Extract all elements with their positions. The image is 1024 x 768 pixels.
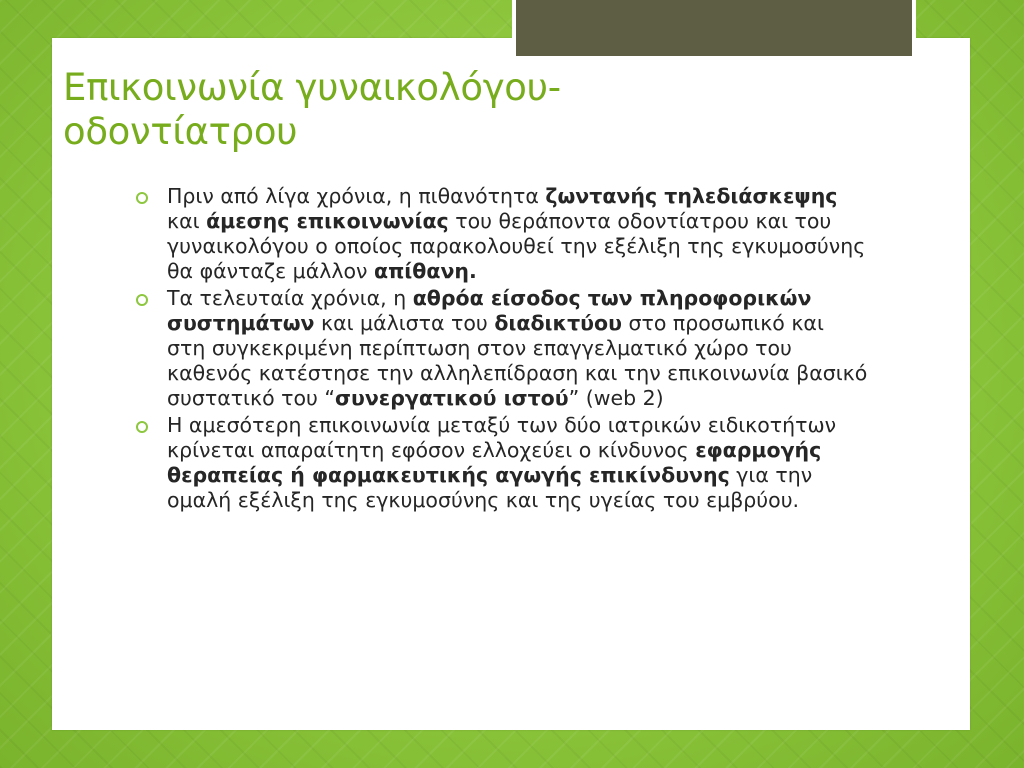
bullet-list [133, 184, 868, 515]
bullet-bold-segment: διαδικτύου [494, 311, 622, 335]
bullet-text [167, 184, 865, 283]
bullet-text-segment: στο προσωπικό και στη συγκεκριμένη περίπτωση στον επαγγελματικό χώρο του καθενός κατέστησε την αλληλεπίδραση και την επικοινωνία βασικό συστατικό του “ [167, 311, 868, 410]
bullet-bold-segment: συνεργατικού ιστού [335, 386, 569, 410]
bullet-text-segment: του θεράποντα οδοντίατρου και του γυναικολόγου ο οποίος παρακολουθεί την εξέλιξη της εγκυμοσύνης θα φάνταζε μάλλον [167, 209, 866, 283]
bullet-text-segment: Τα τελευταία χρόνια, η [167, 286, 413, 310]
bullet-item-3 [133, 413, 868, 513]
bullet-text-segment: Πριν από λίγα χρόνια, η πιθανότητα [167, 184, 546, 208]
bullet-text-segment: και [167, 209, 207, 233]
bullet-item-2 [133, 286, 868, 411]
hollow-circle-bullet-icon [136, 421, 148, 433]
hollow-circle-bullet-icon [136, 192, 148, 204]
bullet-bold-segment: άμεσης επικοινωνίας [206, 209, 449, 233]
bullet-text [167, 413, 836, 512]
bullet-item-1 [133, 184, 868, 284]
hollow-circle-bullet-icon [136, 294, 148, 306]
bullet-text-segment: Η αμεσότερη επικοινωνία μεταξύ των δύο ιατρικών ειδικοτήτων κρίνεται απαραίτητη εφόσον ελλοχεύει ο κίνδυνος [167, 413, 837, 462]
bullet-text-segment: για την ομαλή εξέλιξη της εγκυμοσύνης και της υγείας του εμβρύου. [167, 463, 813, 512]
bullet-bold-segment: απίθανη. [374, 259, 477, 283]
bullet-text-segment: ” (web 2) [568, 386, 664, 410]
bullet-bold-segment: ζωντανής τηλεδιάσκεψης [545, 184, 838, 208]
bullet-bold-segment: αθρόα είσοδος των πληροφορικών συστημάτων [167, 286, 812, 335]
corner-decoration-box [516, 0, 912, 56]
slide-title: Επικοινωνία γυναικολόγου-οδοντίατρου [63, 66, 561, 153]
bullet-bold-segment: εφαρμογής θεραπείας ή φαρμακευτικής αγωγής επικίνδυνης [167, 438, 822, 487]
bullet-text-segment: και μάλιστα του [314, 311, 495, 335]
bullet-text [167, 286, 867, 410]
